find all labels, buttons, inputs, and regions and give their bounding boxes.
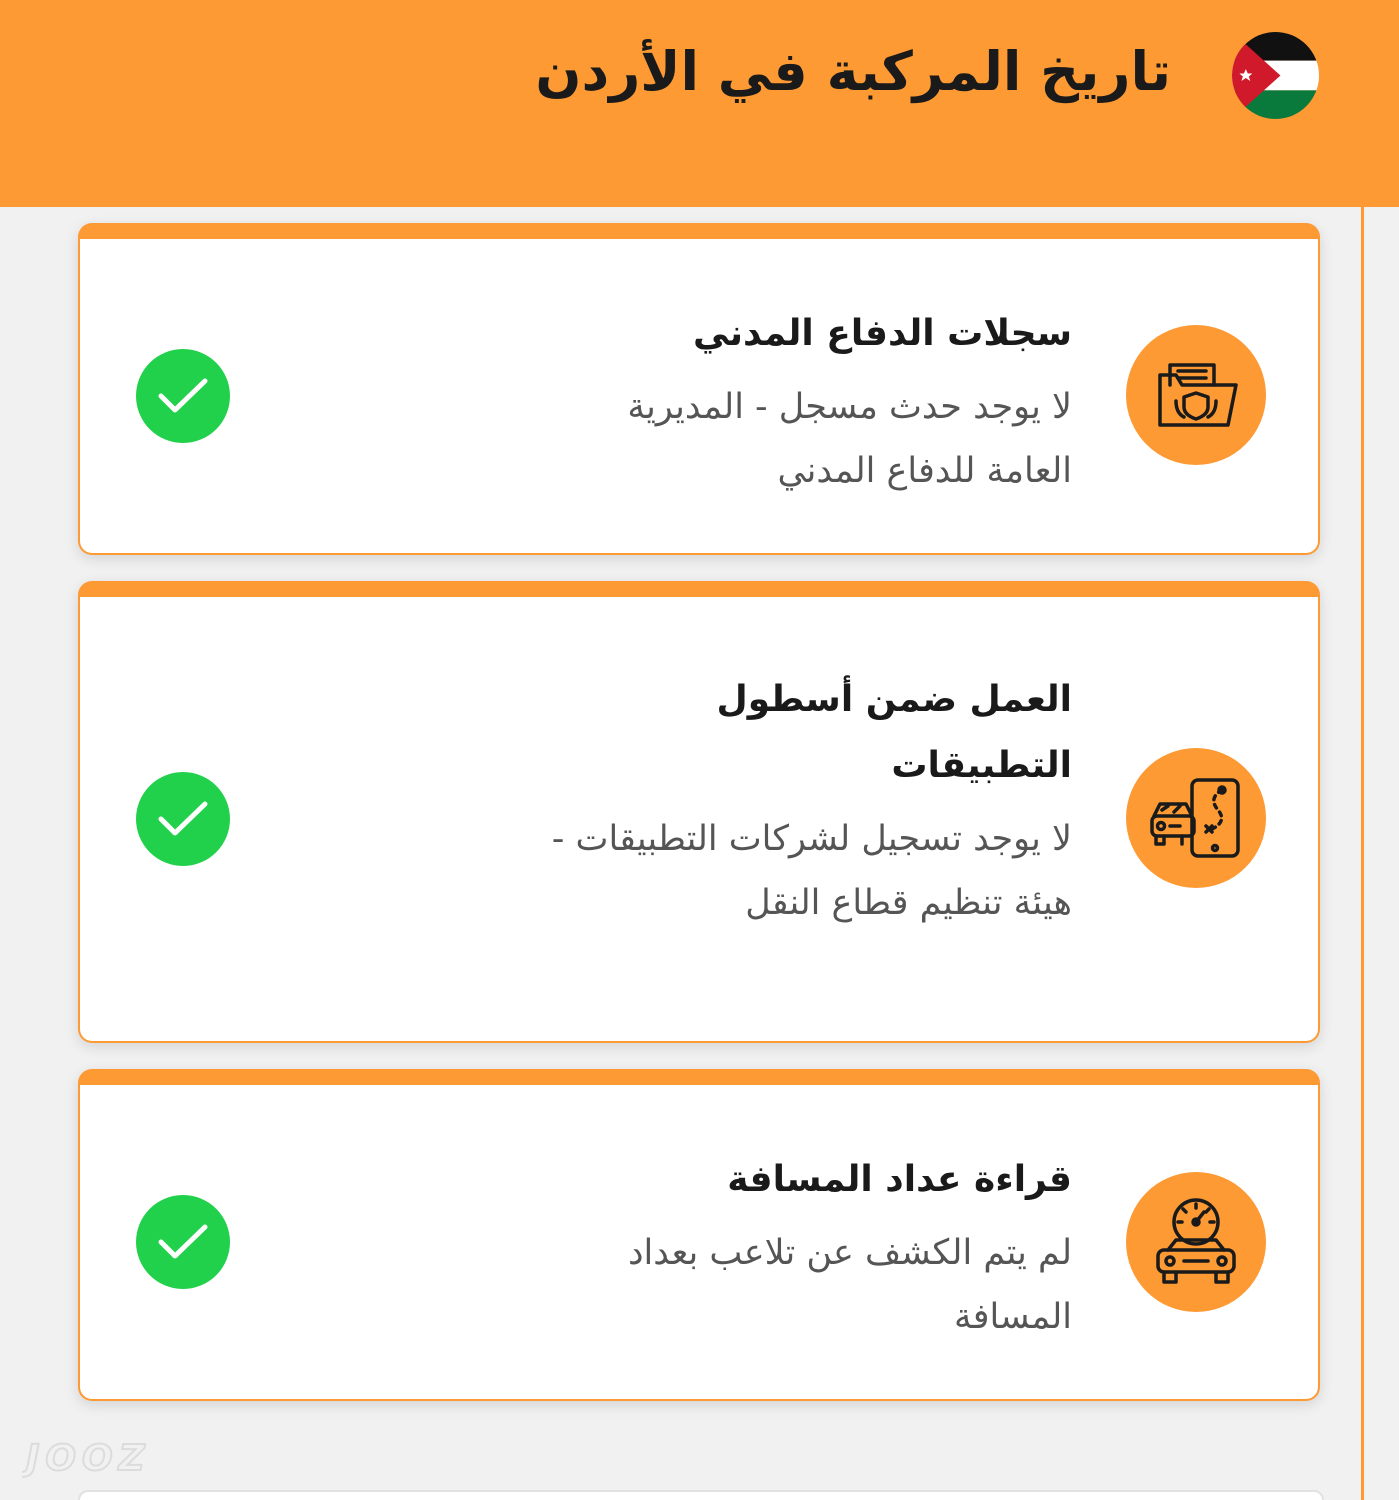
card-civil-defense [78, 223, 1320, 555]
card-app-fleet [78, 581, 1320, 1043]
card-text [532, 667, 1072, 935]
folder-shield-icon [1126, 325, 1266, 465]
card-description: لم يتم الكشف عن تلاعب بعداد المسافة [627, 1233, 1072, 1337]
card-title: قراءة عداد المسافة [727, 1159, 1072, 1200]
card-description: لا يوجد حدث مسجل - المديرية العامة للدفاع المدني [627, 387, 1072, 491]
check-circle-icon [136, 1195, 230, 1289]
check-circle-icon [136, 772, 230, 866]
card-title: العمل ضمن أسطول التطبيقات [716, 679, 1072, 786]
card-text [532, 1147, 1072, 1349]
car-phone-route-icon [1126, 748, 1266, 888]
header-bar [0, 0, 1399, 207]
next-card-partial [78, 1490, 1324, 1500]
card-title: سجلات الدفاع المدني [693, 313, 1072, 354]
card-text [532, 301, 1072, 503]
scroll-track [1361, 207, 1364, 1500]
page-title: تاريخ المركبة في الأردن [535, 40, 1171, 103]
card-odometer [78, 1069, 1320, 1401]
check-circle-icon [136, 349, 230, 443]
car-odometer-icon [1126, 1172, 1266, 1312]
jordan-flag-icon [1231, 31, 1320, 120]
jooz-watermark-logo [22, 1438, 187, 1478]
svg-text:JOOZ: JOOZ [26, 1438, 151, 1478]
card-description: لا يوجد تسجيل لشركات التطبيقات - هيئة تنظيم قطاع النقل [551, 819, 1072, 923]
